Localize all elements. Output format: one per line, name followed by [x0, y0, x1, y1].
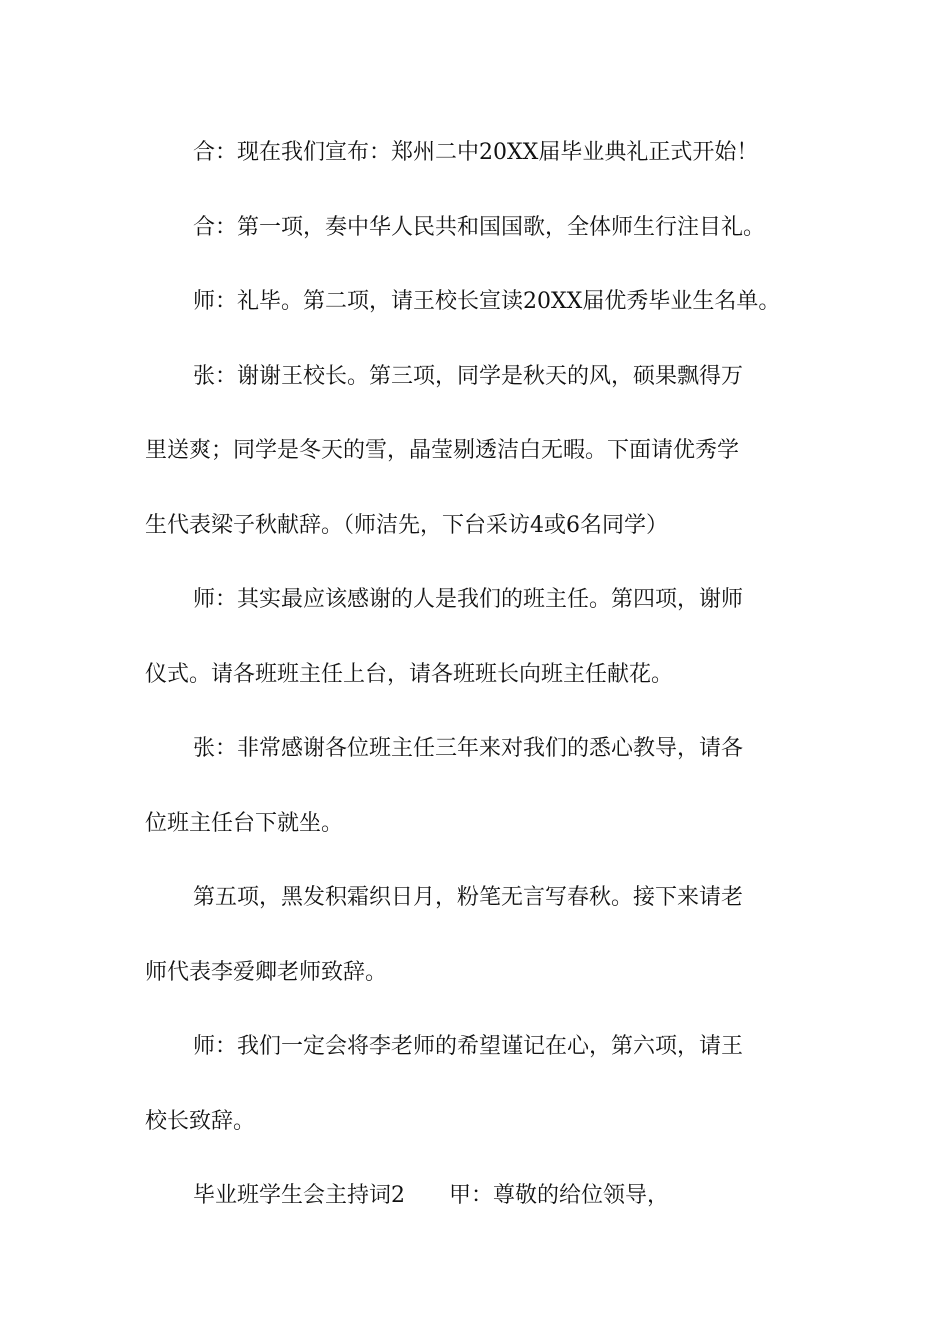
paragraph-line: 张：谢谢王校长。第三项，同学是秋天的风，硕果飘得万 [193, 363, 744, 389]
speech-opening: 甲：尊敬的给位领导， [449, 1183, 670, 1208]
paragraph-line: 师：其实最应该感谢的人是我们的班主任。第四项，谢师 [193, 587, 744, 612]
paragraph-line: 位班主任台下就坐。 [145, 810, 344, 836]
paragraph-line: 师代表李爱卿老师致辞。 [145, 959, 388, 985]
paragraph-line: 师：礼毕。第二项，请王校长宣读20XX届优秀毕业生名单。 [193, 289, 781, 314]
paragraph-line: 校长致辞。 [145, 1108, 256, 1134]
paragraph-line: 里送爽；同学是冬天的雪，晶莹剔透洁白无暇。下面请优秀学 [145, 438, 740, 463]
paragraph-line: 合：现在我们宣布：郑州二中20XX届毕业典礼正式开始！ [193, 140, 759, 165]
paragraph-line: 生代表梁子秋献辞。（师洁先，下台采访4或6名同学） [145, 512, 668, 538]
paragraph-line: 合：第一项，奏中华人民共和国国歌，全体师生行注目礼。 [193, 214, 766, 240]
paragraph-line: 第五项，黑发积霜织日月，粉笔无言写春秋。接下来请老 [193, 885, 744, 910]
paragraph-line [145, 1174, 825, 1249]
paragraph-line: 师：我们一定会将李老师的希望谨记在心，第六项，请王 [193, 1034, 744, 1059]
paragraph-line: 仪式。请各班班主任上台，请各班班长向班主任献花。 [145, 661, 674, 687]
section-title: 毕业班学生会主持词2 [193, 1183, 405, 1208]
document-body [145, 131, 825, 1249]
paragraph-line: 张：非常感谢各位班主任三年来对我们的悉心教导，请各 [193, 736, 744, 761]
